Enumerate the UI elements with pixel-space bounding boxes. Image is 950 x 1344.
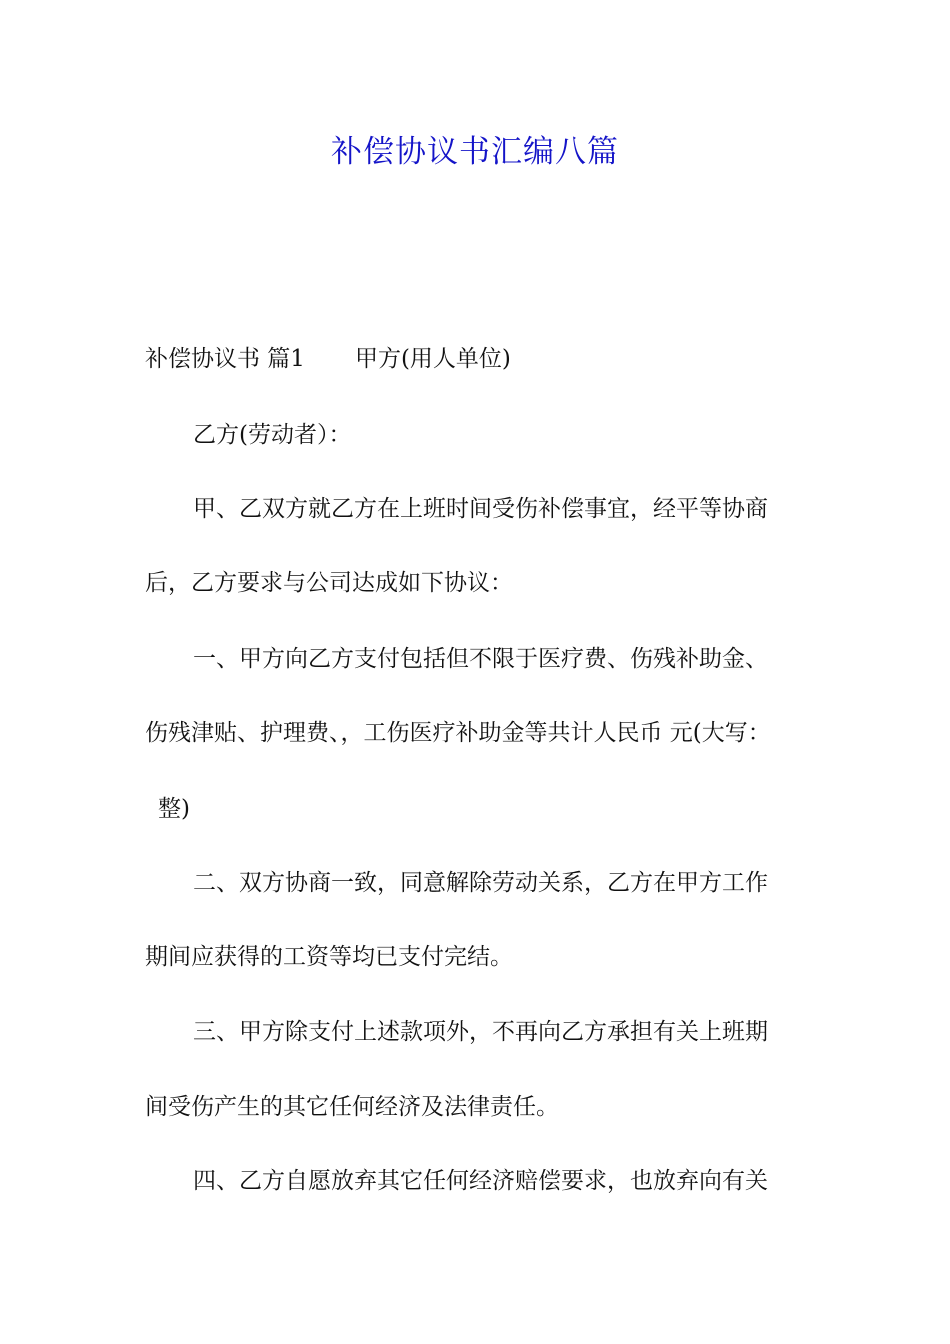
clause-2-line: 二、双方协商一致，同意解除劳动关系，乙方在甲方工作	[193, 870, 768, 896]
clause-3-line: 间受伤产生的其它任何经济及法律责任。	[145, 1094, 559, 1120]
clause-1-line: 整)	[158, 796, 190, 822]
document-title: 补偿协议书汇编八篇	[331, 134, 619, 170]
clause-4-line: 四、乙方自愿放弃其它任何经济赔偿要求，也放弃向有关	[193, 1168, 768, 1194]
clause-3-line: 三、甲方除支付上述款项外，不再向乙方承担有关上班期	[193, 1019, 768, 1045]
paragraph-line: 甲、乙双方就乙方在上班时间受伤补偿事宜，经平等协商	[193, 496, 768, 522]
section-heading-line	[145, 343, 511, 375]
section-heading: 补偿协议书 篇1	[145, 346, 305, 372]
paragraph-line: 后，乙方要求与公司达成如下协议：	[145, 570, 513, 596]
clause-1-line: 一、甲方向乙方支付包括但不限于医疗费、伤残补助金、	[193, 646, 768, 672]
party-b-label: 乙方(劳动者）：	[193, 422, 352, 448]
party-a-label: 甲方(用人单位)	[354, 346, 511, 372]
clause-2-line: 期间应获得的工资等均已支付完结。	[145, 944, 513, 970]
clause-1-line: 伤残津贴、护理费、，工伤医疗补助金等共计人民币 元(大写：	[145, 720, 771, 746]
